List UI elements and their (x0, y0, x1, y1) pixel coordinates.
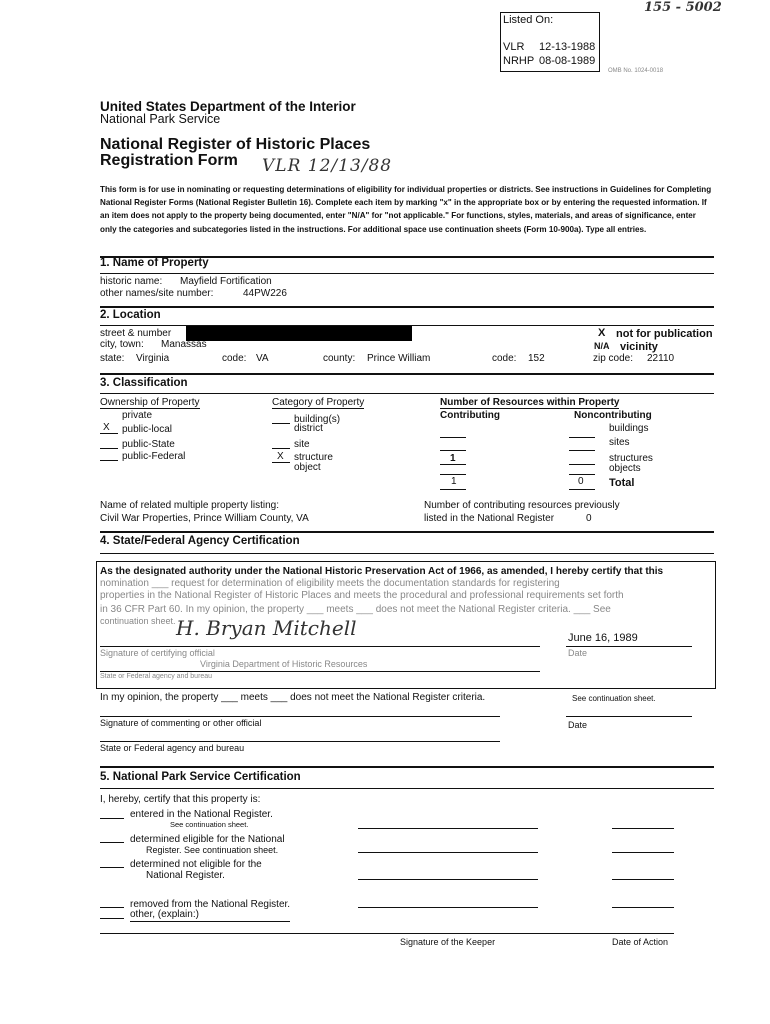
state-code-label: code: (222, 353, 247, 364)
opinion-statement: In my opinion, the property ___ meets ___ does not meet the National Register criteria. (100, 692, 486, 703)
ownership-private: private (122, 410, 153, 421)
county-code-label: code: (492, 353, 517, 364)
cert-line-4: in 36 CFR Part 60. In my opinion, the property ___ meets ___ does not meet the National Register criteria. ___ See (100, 604, 611, 615)
certifying-official-label: Signature of certifying official (100, 648, 215, 658)
other-names-value: 44PW226 (243, 288, 287, 299)
category-buildings: building(s) (294, 414, 341, 425)
street-label: street & number (100, 328, 172, 339)
category-site: site (294, 439, 310, 450)
date-label-2: Date (568, 720, 588, 730)
county-value: Prince William (367, 353, 431, 364)
ownership-local-mark: X (103, 422, 110, 433)
ownership-public-local: public-local (122, 424, 173, 435)
certification-date: June 16, 1989 (568, 632, 638, 644)
handwritten-file-number: 155 - 5002 (644, 0, 722, 15)
vicinity-label: vicinity (620, 341, 658, 353)
county-label: county: (323, 353, 356, 364)
keeper-signature-label: Signature of the Keeper (400, 937, 496, 947)
resource-structures: structures (609, 453, 653, 464)
cert-line-1: As the designated authority under the National Historic Preservation Act of 1966, as amended, I hereby certify that this (100, 566, 664, 577)
noncontributing-header: Noncontributing (574, 410, 652, 421)
agency-value: Virginia Department of Historic Resources (200, 659, 368, 669)
zip-label: zip code: (593, 353, 634, 364)
previously-listed-label-2: listed in the National Register (424, 513, 555, 524)
previously-listed-value: 0 (586, 513, 592, 524)
nps-eligible-see: Register. See continuation sheet. (146, 845, 279, 855)
total-noncontributing: 0 (578, 476, 584, 487)
resource-buildings: buildings (609, 423, 649, 434)
not-for-publication-mark: X (598, 327, 606, 339)
category-district: district (294, 423, 323, 434)
service-name: National Park Service (100, 112, 221, 126)
omb-number: OMB No. 1024-0018 (608, 68, 664, 74)
nps-entered-see: See continuation sheet. (170, 820, 249, 829)
cert-line-3: properties in the National Register of Historic Places and meets the procedural and professional requirements set forth (100, 590, 624, 601)
historic-name-value: Mayfield Fortification (180, 276, 272, 287)
opinion-continuation: See continuation sheet. (572, 694, 656, 703)
department-name: United States Department of the Interior (100, 99, 356, 114)
category-structure-mark: X (277, 451, 284, 462)
handwritten-vlr-date: VLR 12/13/88 (262, 156, 393, 176)
redaction-bar (186, 326, 412, 341)
state-label: state: (100, 353, 125, 364)
nps-other: other, (explain:) (130, 909, 199, 920)
state-value: Virginia (136, 353, 170, 364)
section-2-heading: 2. Location (100, 309, 161, 321)
state-code-value: VA (256, 353, 269, 364)
instructions-paragraph: This form is for use in nominating or requesting determinations of eligibility for individual properties or districts. See instructions in Guidelines for Completing National Register Forms (National Register Bulletin 16). Complete each item by marking "x" in the appropriate box or by entering the requested information. If an item does not apply to the property being documented, enter "N/A" for "not applicable." For functions, styles, materials, and areas of significance, enter only the categories and subcategories listed in the instructions. For additional space use continuation sheets (Form 10-900a). Type all entries. (100, 185, 712, 234)
ownership-public-state: public-State (122, 439, 175, 450)
section-5-heading: 5. National Park Service Certification (100, 771, 301, 783)
certifying-signature: H. Bryan Mitchell (176, 616, 357, 640)
vlr-date: 12-13-1988 (539, 41, 596, 53)
resource-sites: sites (609, 437, 630, 448)
listed-on-label: Listed On: (503, 14, 554, 26)
nrhp-label: NRHP (503, 55, 535, 67)
nps-not-eligible: determined not eligible for the (130, 859, 262, 870)
related-listing-value: Civil War Properties, Prince William County, VA (100, 513, 309, 524)
form-title: National Register of Historic Places (100, 136, 371, 153)
nps-not-eligible-2: National Register. (146, 870, 225, 881)
nps-entered: entered in the National Register. (130, 809, 273, 820)
total-contributing: 1 (451, 476, 457, 487)
resource-total: Total (609, 477, 635, 489)
category-heading: Category of Property (272, 397, 365, 408)
section-4-heading: 4. State/Federal Agency Certification (100, 535, 300, 547)
section-1-heading: 1. Name of Property (100, 257, 209, 269)
category-object: object (294, 462, 321, 473)
listed-on-box (500, 12, 600, 72)
ownership-heading: Ownership of Property (100, 397, 200, 408)
cert-line-2: nomination ___ request for determination of eligibility meets the documentation standards for registering (100, 578, 560, 589)
historic-name-label: historic name: (100, 276, 163, 287)
nps-intro: I, hereby, certify that this property is: (100, 794, 261, 805)
agency-bureau-label-2: State or Federal agency and bureau (100, 743, 245, 753)
nps-removed: removed from the National Register. (130, 899, 291, 910)
other-names-label: other names/site number: (100, 288, 214, 299)
category-structure: structure (294, 452, 333, 463)
commenting-official-label: Signature of commenting or other official (100, 718, 262, 728)
date-of-action-label: Date of Action (612, 937, 669, 947)
contributing-header: Contributing (440, 410, 500, 421)
date-label: Date (568, 648, 588, 658)
zip-value: 22110 (647, 353, 675, 364)
section-3-heading: 3. Classification (100, 377, 188, 389)
city-label: city, town: (100, 339, 144, 350)
related-listing-label: Name of related multiple property listing: (100, 500, 279, 511)
cert-line-5: continuation sheet. (100, 616, 176, 626)
nrhp-date: 08-08-1989 (539, 55, 596, 67)
vicinity-mark: N/A (594, 341, 610, 351)
not-for-publication-label: not for publication (616, 328, 713, 340)
resource-objects: objects (609, 463, 641, 474)
city-value: Manassas (161, 339, 207, 350)
ownership-public-federal: public-Federal (122, 451, 186, 462)
form-subtitle: Registration Form (100, 152, 238, 169)
nps-eligible: determined eligible for the National (130, 834, 285, 845)
vlr-label: VLR (503, 41, 525, 53)
resources-heading: Number of Resources within Property (440, 397, 620, 408)
agency-bureau-label: State or Federal agency and bureau (100, 673, 213, 680)
structures-count: 1 (450, 453, 456, 464)
county-code-value: 152 (528, 353, 545, 364)
previously-listed-label-1: Number of contributing resources previously (424, 500, 620, 511)
